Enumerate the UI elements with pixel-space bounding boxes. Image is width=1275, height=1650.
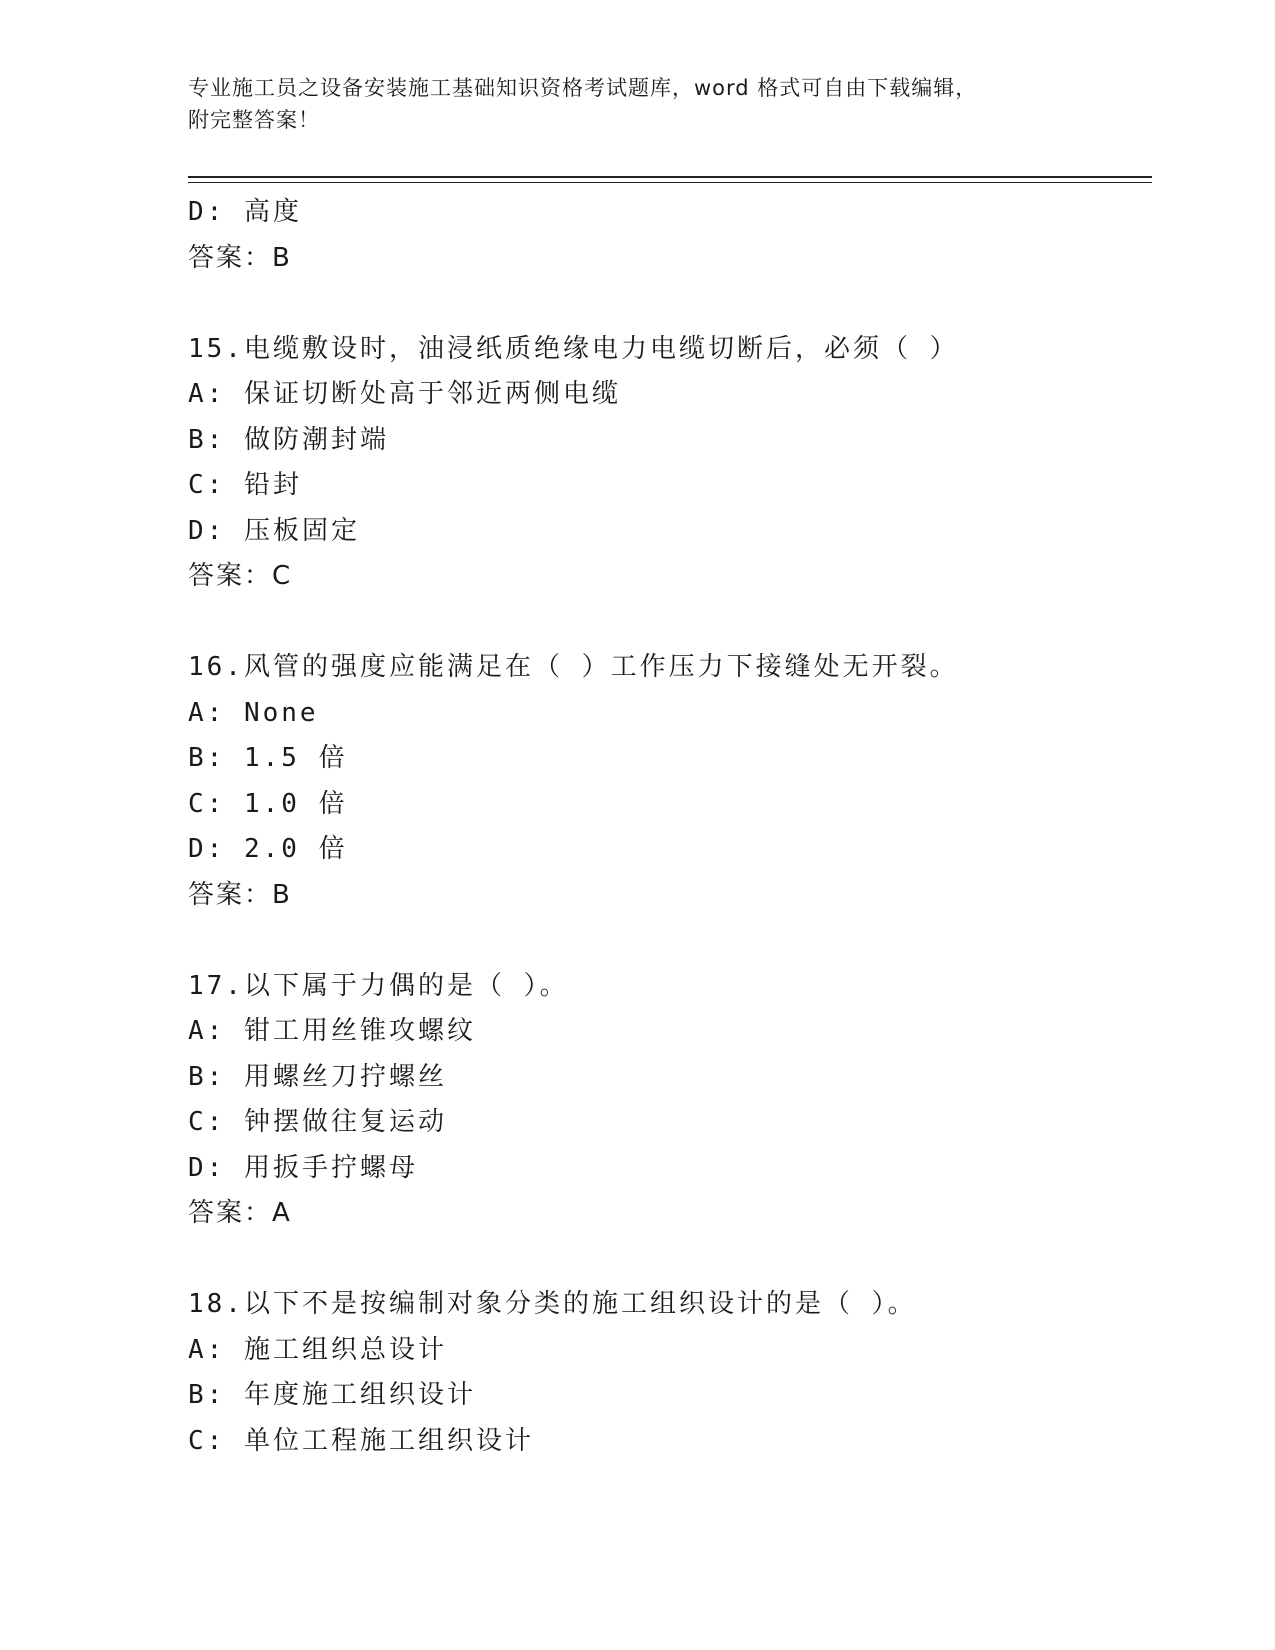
question-17-answer: 答案：A bbox=[188, 1198, 292, 1228]
question-16-option-c: C: 1.0 倍 bbox=[188, 788, 348, 819]
prev-question-answer: 答案：B bbox=[188, 242, 292, 273]
question-16-option-d: D: 2.0 倍 bbox=[188, 834, 348, 864]
question-15-stem: 15.电缆敷设时，油浸纸质绝缘电力电缆切断后，必须（ ） bbox=[188, 333, 959, 364]
question-17-option-a: A: 钳工用丝锥攻螺纹 bbox=[188, 1016, 476, 1046]
question-15-option-d: D: 压板固定 bbox=[188, 515, 360, 546]
question-15-answer: 答案：C bbox=[188, 561, 293, 591]
document-header bbox=[188, 72, 1088, 136]
question-16-answer: 答案：B bbox=[188, 879, 292, 910]
question-15-option-c: C: 铅封 bbox=[188, 470, 302, 500]
question-17-option-d: D: 用扳手拧螺母 bbox=[188, 1152, 418, 1183]
spacer bbox=[188, 918, 1152, 964]
header-line-2: 附完整答案！ bbox=[188, 108, 320, 132]
question-18-stem: 18.以下不是按编制对象分类的施工组织设计的是（ ）。 bbox=[188, 1289, 917, 1319]
header-line-1: 专业施工员之设备安装施工基础知识资格考试题库，word 格式可自由下载编辑， bbox=[188, 76, 978, 100]
question-18-option-b: B: 年度施工组织设计 bbox=[188, 1380, 476, 1410]
header-divider-thin bbox=[188, 182, 1152, 183]
question-18-option-c: C: 单位工程施工组织设计 bbox=[188, 1425, 534, 1456]
question-15-option-b: B: 做防潮封端 bbox=[188, 424, 389, 455]
question-17-option-c: C: 钟摆做往复运动 bbox=[188, 1107, 447, 1137]
spacer bbox=[188, 281, 1152, 327]
question-17-stem: 17.以下属于力偶的是（ ）。 bbox=[188, 970, 569, 1001]
question-16-option-b: B: 1.5 倍 bbox=[188, 743, 348, 773]
question-list bbox=[188, 190, 1152, 1464]
question-17-option-b: B: 用螺丝刀拧螺丝 bbox=[188, 1061, 447, 1092]
question-16-stem: 16.风管的强度应能满足在（ ）工作压力下接缝处无开裂。 bbox=[188, 652, 959, 682]
spacer bbox=[188, 1237, 1152, 1283]
prev-question-option-d: D: 高度 bbox=[188, 197, 302, 227]
question-15-option-a: A: 保证切断处高于邻近两侧电缆 bbox=[188, 379, 621, 409]
question-18-option-a: A: 施工组织总设计 bbox=[188, 1334, 447, 1365]
question-16-option-a: A: None bbox=[188, 697, 319, 728]
header-divider-thick bbox=[188, 176, 1152, 178]
spacer bbox=[188, 600, 1152, 646]
